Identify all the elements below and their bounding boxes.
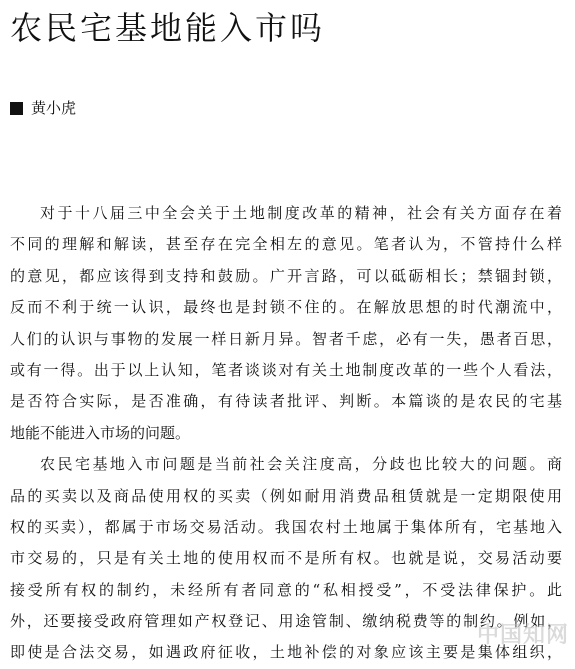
text-line: 的意见，都应该得到支持和鼓励。广开言路，可以砥砺相长；禁锢封锁， [10,266,562,285]
text-line: 不同的理解和解读，甚至存在完全相左的意见。笔者认为，不管持什么样 [10,235,562,254]
article-body [10,198,562,669]
text-line: 接受所有权的制约，未经所有者同意的“私相授受”，不受法律保护。此 [10,580,562,599]
text-line: 是否符合实际，是否准确，有待读者批评、判断。本篇谈的是农民的宅基 [10,392,562,411]
text-line: 或有一得。出于以上认知，笔者谈谈对有关土地制度改革的一些个人看法， [10,360,562,379]
article-title: 农民宅基地能入市吗 [10,9,326,47]
watermark: 中国知网 [476,623,569,648]
text-line: 农民宅基地入市问题是当前社会关注度高，分歧也比较大的问题。商 [40,455,562,474]
text-line: 市交易的，只是有关土地的使用权而不是所有权。也就是说，交易活动要 [10,549,562,568]
text-line: 权的买卖），都属于市场交易活动。我国农村土地属于集体所有，宅基地入 [10,517,562,536]
square-bullet-icon [10,102,23,115]
text-line: 反而不利于统一认识，最终也是封锁不住的。在解放思想的时代潮流中， [10,298,562,317]
text-line: 品的买卖以及商品使用权的买卖（例如耐用消费品租赁就是一定期限使用 [10,486,562,505]
author-name: 黄小虎 [31,99,77,117]
text-line: 外，还要接受政府管理如产权登记、用途管制、缴纳税费等的制约。例如， [10,612,562,631]
text-line: 人们的认识与事物的发展一样日新月异。智者千虑，必有一失，愚者百思， [10,329,562,348]
text-line: 地能不能进入市场的问题。 [10,423,191,442]
text-line: 对于十八届三中全会关于土地制度改革的精神，社会有关方面存在着 [40,204,562,222]
byline [10,97,76,119]
text-line: 即使是合法交易，如遇政府征收，土地补偿的对象应该主要是集体组织， [10,643,562,662]
